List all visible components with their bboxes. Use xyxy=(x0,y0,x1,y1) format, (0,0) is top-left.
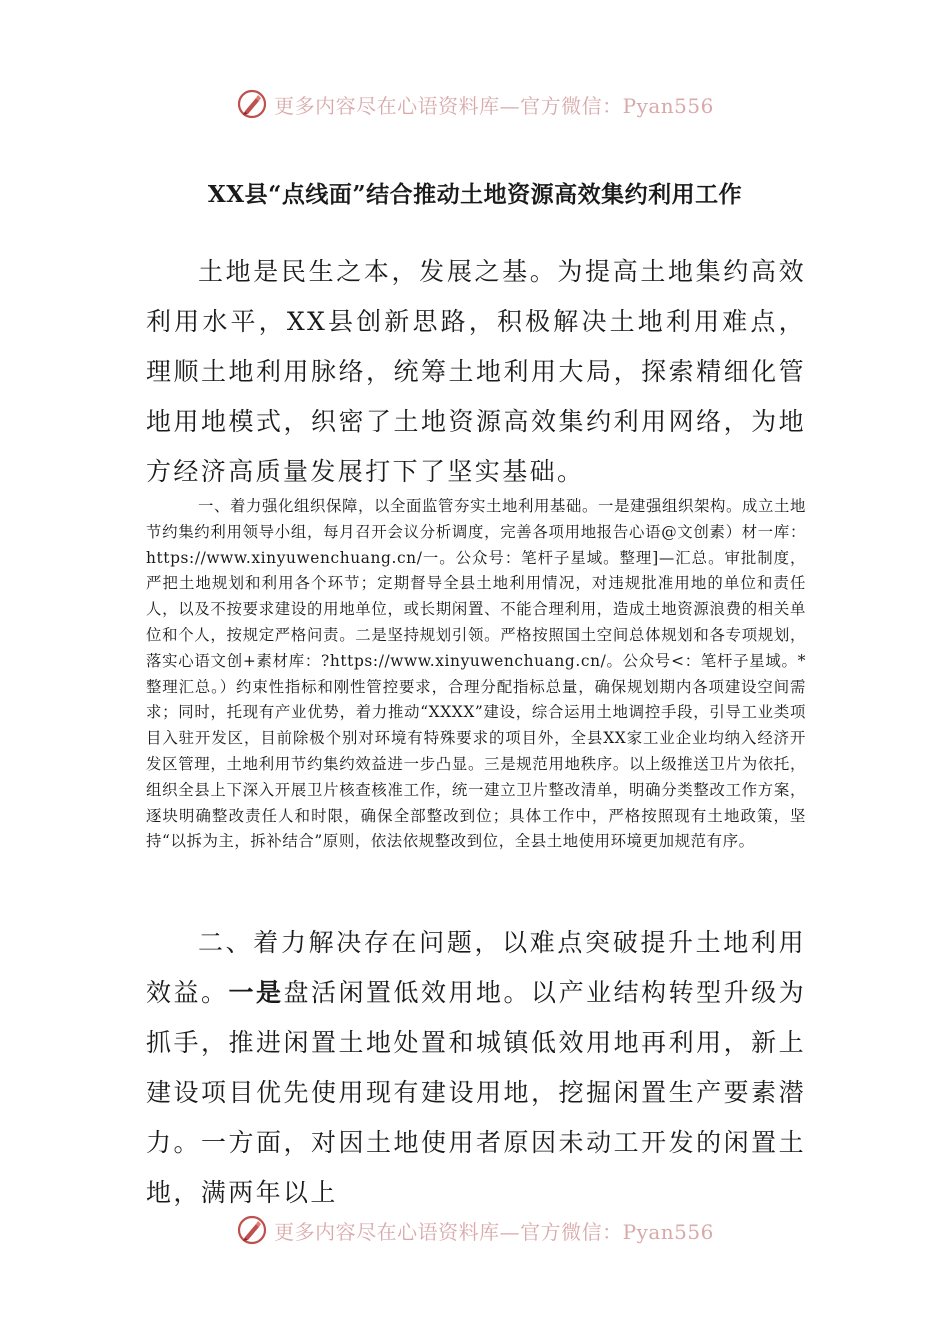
intro-paragraph: 土地是民生之本，发展之基。为提高土地集约高效利用水平，XX县创新思路，积极解决土地利用难点，理顺土地利用脉络，统筹土地利用大局，探索精细化管地用地模式，织密了土地资源高效集约利用网络，为地方经济高质量发展打下了坚实基础。 xyxy=(146,257,806,486)
watermark-text: 更多内容尽在心语资料库—官方微信：Pyan556 xyxy=(274,93,714,118)
footer-watermark-banner xyxy=(0,1210,950,1250)
section-two-lead: 二、着力解决存在问题，以难点突破提升土地利用效益。 xyxy=(146,928,806,1007)
watermark-text: 更多内容尽在心语资料库—官方微信：Pyan556 xyxy=(274,1219,714,1244)
header-watermark-banner xyxy=(0,84,950,124)
section-two-bold-marker: 一是 xyxy=(228,978,284,1007)
document-title: XX县“点线面”结合推动土地资源高效集约利用工作 xyxy=(207,181,743,208)
section-two-paragraph xyxy=(146,918,806,1218)
section-two-body: 盘活闲置低效用地。以产业结构转型升级为抓手，推进闲置土地处置和城镇低效用地再利用，新上建设项目优先使用现有建设用地，挖掘闲置生产要素潜力。一方面，对因土地使用者原因未动工开发的闲置土地，满两年以上 xyxy=(146,978,806,1207)
section-one-paragraph: 一、着力强化组织保障，以全面监管夯实土地利用基础。一是建强组织架构。成立土地节约集约利用领导小组，每月召开会议分析调度，完善各项用地报告心语@文创素）材一库：https://www.xinyuwenchuang.cn/一。公众号：笔杆子星域。整理]—汇总。审批制度，严把土地规划和利用各个环节；定期督导全县土地利用情况，对违规批准用地的单位和责任人，以及不按要求建设的用地单位，或长期闲置、不能合理利用，造成土地资源浪费的相关单位和个人，按规定严格问责。二是坚持规划引领。严格按照国土空间总体规划和各专项规划，落实心语文创+素材库：?https://www.xinyuwenchuang.cn/。公众号<：笔杆子星域。*整理汇总。）约束性指标和刚性管控要求，合理分配指标总量，确保规划期内各项建设空间需求；同时，托现有产业优势，着力推动“XXXX”建设，综合运用土地调控手段，引导工业类项目入驻开发区，目前除极个别对环境有特殊要求的项目外，全县XX家工业企业均纳入经济开发区管理，土地利用节约集约效益进一步凸显。三是规范用地秩序。以上级推送卫片为依托，组织全县上下深入开展卫片核查核准工作，统一建立卫片整改清单，明确分类整改工作方案，逐块明确整改责任人和时限，确保全部整改到位；具体工作中，严格按照现有土地政策，坚持“以拆为主，拆补结合”原则，依法依规整改到位，全县土地使用环境更加规范有序。 xyxy=(146,497,806,851)
pen-logo-icon xyxy=(236,1214,268,1246)
pen-logo-icon xyxy=(236,88,268,120)
